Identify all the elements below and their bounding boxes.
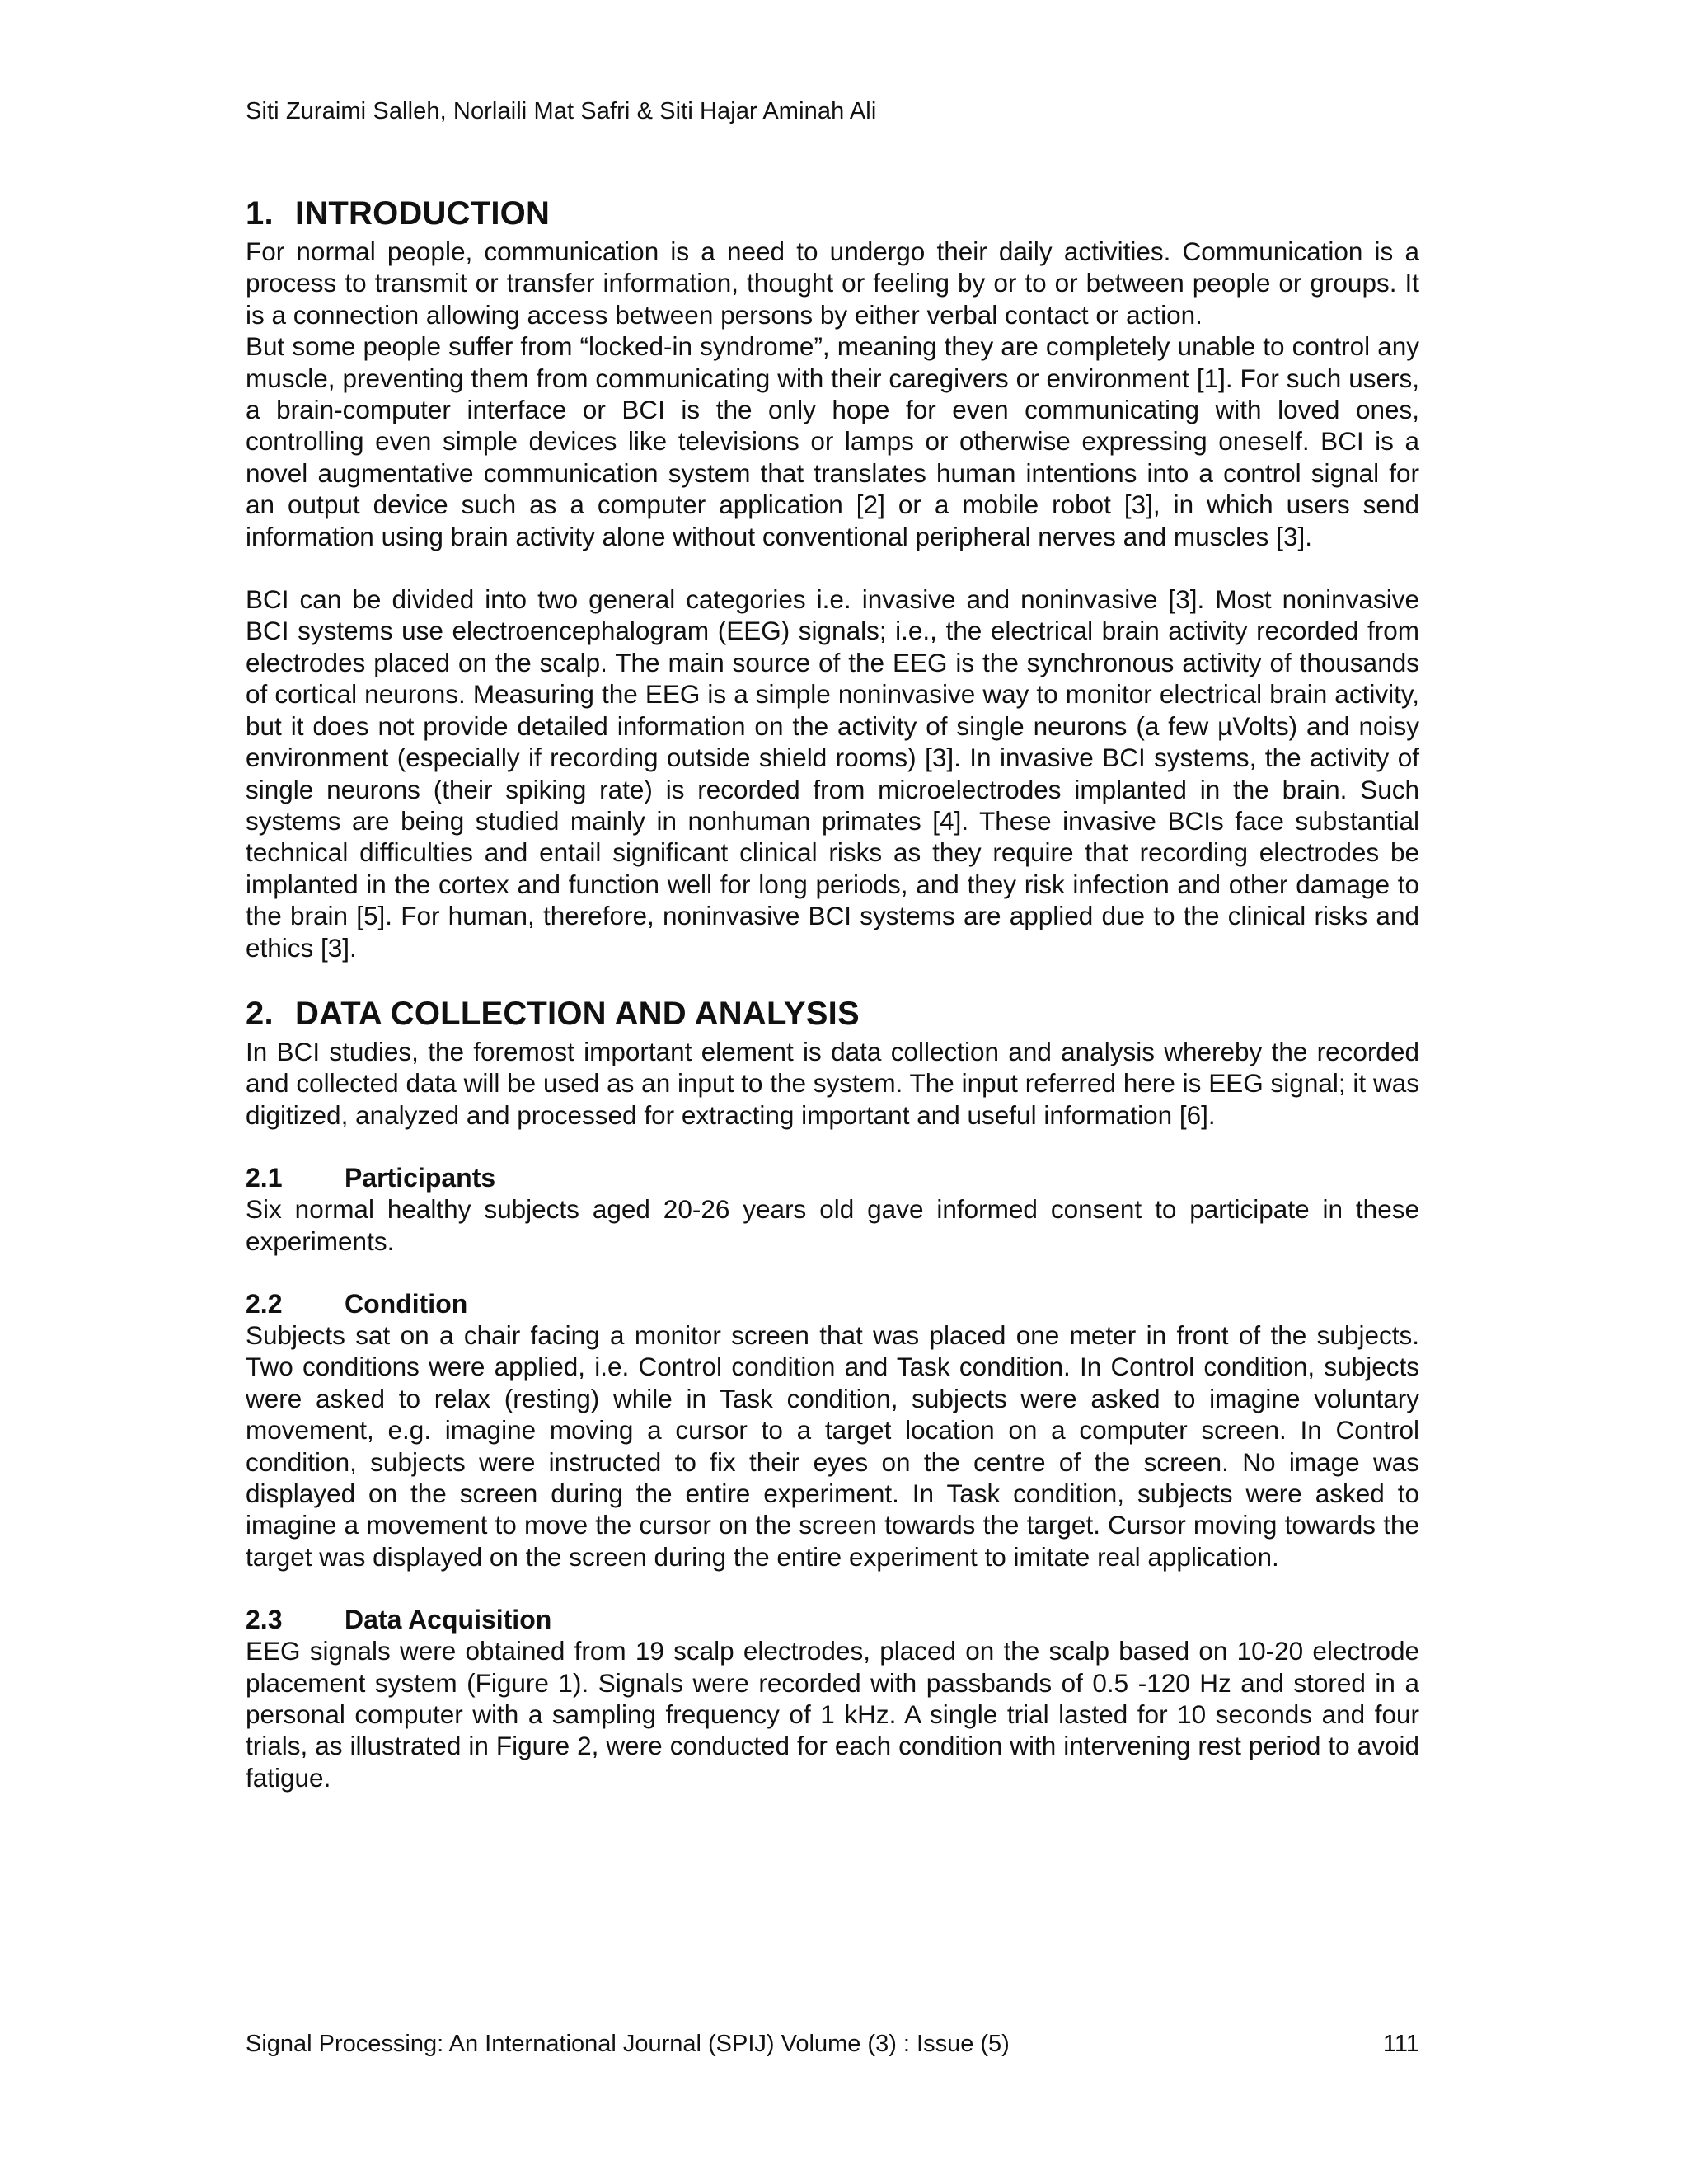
subsection-number: 2.2 [246,1288,283,1319]
section-title: INTRODUCTION [295,195,551,232]
data-paragraph-1: In BCI studies, the foremost important element is data collection and analysis whereby the recorded and collected data will be used as an input to the system. The input referred here is EEG signal; it was digitized, analyzed and processed for extracting important and useful information [6]. [246,1036,1419,1130]
subsection-participants-heading [246,1162,1419,1193]
section-number: 1. [246,195,274,232]
section-number: 2. [246,995,274,1032]
subsection-acquisition-heading [246,1604,1419,1635]
subsection-condition-heading [246,1288,1419,1319]
acquisition-paragraph: EEG signals were obtained from 19 scalp electrodes, placed on the scalp based on 10-20 electrode placement system (Figure 1). Signals were recorded with passbands of 0.5 -120 Hz and stored in a personal computer with a sampling frequency of 1 kHz. A single trial lasted for 10 seconds and four trials, as illustrated in Figure 2, were conducted for each condition with intervening rest period to avoid fatigue. [246,1636,1419,1793]
condition-paragraph: Subjects sat on a chair facing a monitor screen that was placed one meter in front of the subjects. Two conditions were applied, i.e. Control condition and Task condition. In Control condition, subjects were asked to relax (resting) while in Task condition, subjects were asked to imagine voluntary movement, e.g. imagine moving a cursor to a target location on a computer screen. In Control condition, subjects were instructed to fix their eyes on the centre of the screen. No image was displayed on the screen during the entire experiment. In Task condition, subjects were asked to imagine a movement to move the cursor on the screen towards the target. Cursor moving towards the target was displayed on the screen during the entire experiment to imitate real application. [246,1319,1419,1572]
footer-journal: Signal Processing: An International Journal (SPIJ) Volume (3) : Issue (5) [246,2031,1010,2057]
subsection-title: Condition [345,1288,468,1319]
intro-paragraph-3: BCI can be divided into two general categories i.e. invasive and noninvasive [3]. Most noninvasive BCI systems use electroencephalogram (EEG) signals; i.e., the electrical brain activity recorded from electrodes placed on the scalp. The main source of the EEG is the synchronous activity of thousands of cortical neurons. Measuring the EEG is a simple noninvasive way to monitor electrical brain activity, but it does not provide detailed information on the activity of single neurons (a few µVolts) and noisy environment (especially if recording outside shield rooms) [3]. In invasive BCI systems, the activity of single neurons (their spiking rate) is recorded from microelectrodes implanted in the brain. Such systems are being studied mainly in nonhuman primates [4]. These invasive BCIs face substantial technical difficulties and entail significant clinical risks as they require that recording electrodes be implanted in the cortex and function well for long periods, and they risk infection and other damage to the brain [5]. For human, therefore, noninvasive BCI systems are applied due to the clinical risks and ethics [3]. [246,584,1419,963]
subsection-number: 2.1 [246,1163,283,1193]
running-head: Siti Zuraimi Salleh, Norlaili Mat Safri & Siti Hajar Aminah Ali [246,98,877,124]
subsection-title: Data Acquisition [345,1605,552,1635]
intro-paragraph-1: For normal people, communication is a need to undergo their daily activities. Communication is a process to transmit or transfer information, thought or feeling by or to or between people or groups. It is a connection allowing access between persons by either verbal contact or action. [246,237,1419,330]
subsection-title: Participants [345,1163,496,1193]
section-introduction-heading [246,193,1419,234]
participants-paragraph: Six normal healthy subjects aged 20-26 years old gave informed consent to participate in these experiments. [246,1194,1419,1256]
intro-paragraph-2: But some people suffer from “locked-in syndrome”, meaning they are completely unable to control any muscle, preventing them from communicating with their caregivers or environment [1]. For such users, a brain-computer interface or BCI is the only hope for even communicating with loved ones, controlling even simple devices like televisions or lamps or otherwise expressing oneself. BCI is a novel augmentative communication system that translates human intentions into a control signal for an output device such as a computer application [2] or a mobile robot [3], in which users send information using brain activity alone without conventional peripheral nerves and muscles [3]. [246,331,1419,551]
section-data-heading [246,993,1419,1034]
section-title: DATA COLLECTION AND ANALYSIS [295,995,860,1032]
main-content [246,193,1419,1793]
page-number: 111 [1382,2031,1419,2057]
subsection-number: 2.3 [246,1605,283,1635]
